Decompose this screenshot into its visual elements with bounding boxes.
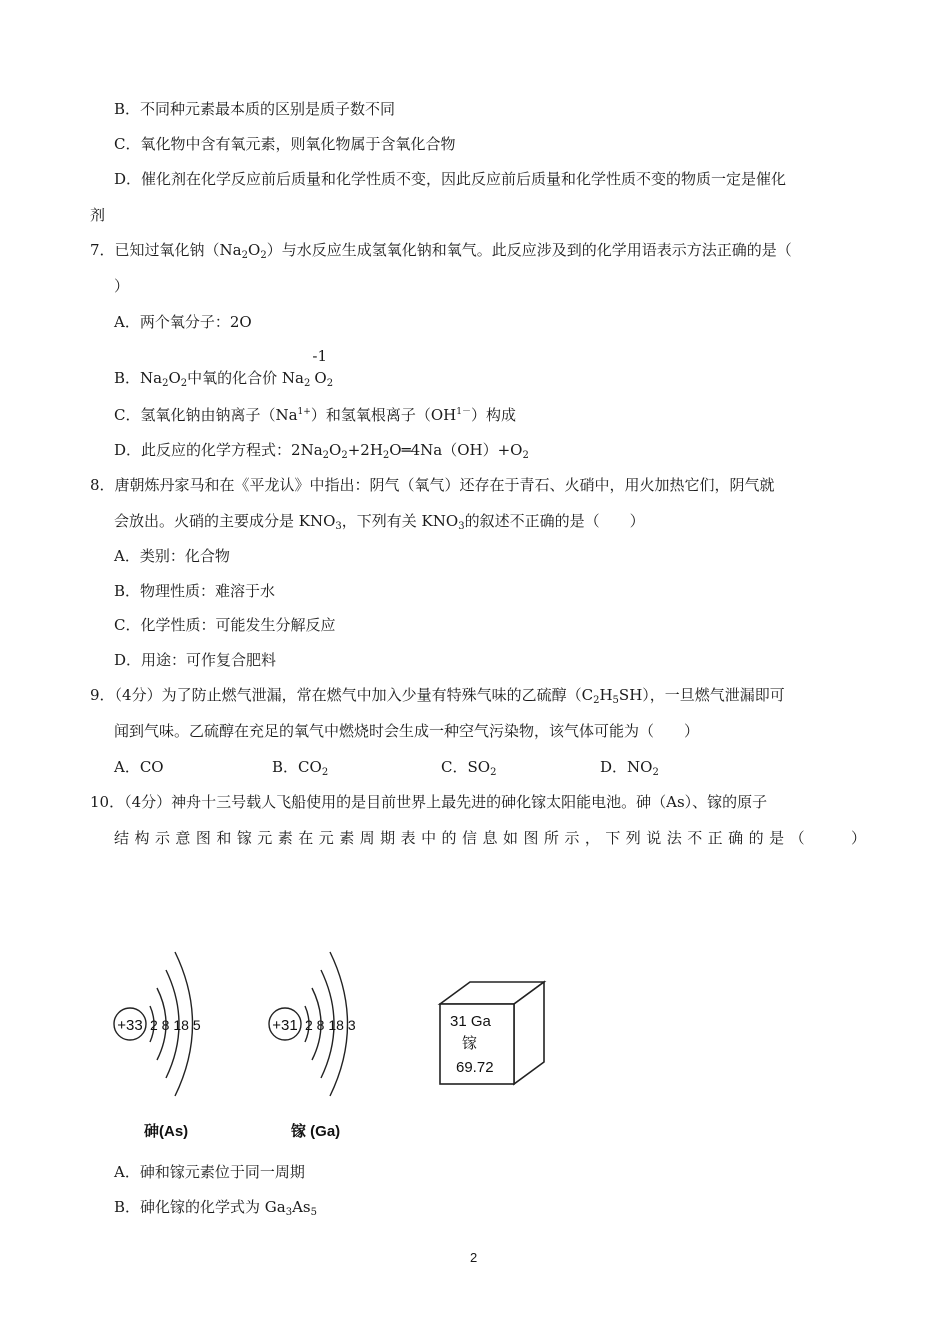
q10-stem-line1: 10．（4分）神舟十三号载人飞船使用的是目前世界上最先进的砷化镓太阳能电池。砷（As）、镓的原子 bbox=[90, 793, 768, 811]
q8-stem-line2: 会放出。火硝的主要成分是 $KNO_3$，下列有关 $KNO_3$的叙述不正确的是（ ） bbox=[114, 512, 645, 532]
valence-mark: -1 bbox=[312, 347, 327, 365]
arsenic-shells: 2 8 18 5 bbox=[150, 1017, 201, 1033]
gallium-nucleus-label: +31 bbox=[272, 1017, 298, 1034]
gallium-label: 镓 (Ga) bbox=[291, 1123, 341, 1140]
q9-option-b: B．$CO_2$ bbox=[272, 758, 329, 778]
page-number: 2 bbox=[470, 1250, 478, 1265]
q7-stem-line1: 7．已知过氧化钠$(Na_2O_2)$与水反应生成氢氧化钠和氧气。此反应涉及到的化学用语表示方法正确的是（ bbox=[90, 241, 792, 261]
q7-option-d: D．此反应的化学方程式：$2Na_2O_2+2H_2O═4Na(OH)+O_2$ bbox=[114, 441, 529, 461]
cell-element-name: 镓 bbox=[462, 1035, 478, 1052]
q9-option-d: D．$NO_2$ bbox=[600, 758, 659, 778]
q6-option-d-line2: 剂 bbox=[90, 206, 106, 224]
q7-option-a: A．两个氧分子：2O bbox=[114, 313, 252, 331]
q9-option-c: C．$SO_2$ bbox=[441, 758, 497, 778]
arsenic-nucleus-label: +33 bbox=[117, 1017, 143, 1034]
q9-stem-line2: 闻到气味。乙硫醇在充足的氧气中燃烧时会生成一种空气污染物，该气体可能为（ ） bbox=[114, 722, 700, 740]
q10-figure bbox=[100, 940, 560, 1150]
q10-option-b: B．砷化镓的化学式为 $Ga_3As_5$ bbox=[114, 1198, 317, 1218]
q8-stem-line1: 8．唐朝炼丹家马和在《平龙认》中指出：阴气（氧气）还存在于青石、火硝中，用火加热它们，阴气就 bbox=[90, 476, 775, 494]
q7-option-b: B．$Na_2O_2$中氧的化合价 $Na_2$ -1 $O_2$ bbox=[114, 347, 334, 389]
arsenic-label: 砷(As) bbox=[144, 1123, 189, 1140]
q7-option-c: C．氢氧化钠由钠离子$(Na^{1+})$和氢氧根离子$(OH^{1-})$构成 bbox=[114, 406, 516, 424]
q8-option-d: D．用途：可作复合肥料 bbox=[114, 651, 277, 669]
arsenic-atom-diagram bbox=[114, 952, 201, 1140]
cell-number-symbol: 31 Ga bbox=[450, 1013, 491, 1030]
cell-atomic-mass: 69.72 bbox=[456, 1059, 494, 1076]
q10-stem-line2: 结构示意图和镓元素在元素周期表中的信息如图所示，下列说法不正确的是（ ） bbox=[114, 829, 866, 847]
gallium-periodic-cell bbox=[440, 982, 544, 1084]
q6-option-c: C．氧化物中含有氧元素，则氧化物属于含氧化合物 bbox=[114, 135, 456, 153]
q9-option-a: A．CO bbox=[114, 758, 164, 776]
q7-stem-line2: ） bbox=[114, 277, 130, 295]
gallium-shells: 2 8 18 3 bbox=[305, 1017, 356, 1033]
q10-option-a: A．砷和镓元素位于同一周期 bbox=[114, 1163, 305, 1181]
gallium-atom-diagram bbox=[269, 952, 356, 1140]
q8-option-b: B．物理性质：难溶于水 bbox=[114, 582, 276, 600]
q8-option-a: A．类别：化合物 bbox=[114, 547, 230, 565]
q6-option-b: B．不同种元素最本质的区别是质子数不同 bbox=[114, 100, 396, 118]
q9-stem-line1: 9．（4分）为了防止燃气泄漏，常在燃气中加入少量有特殊气味的乙硫醇$(C_2H_5SH)$，一旦燃气泄漏即可 bbox=[90, 686, 785, 706]
q6-option-d-line1: D．催化剂在化学反应前后质量和化学性质不变，因此反应前后质量和化学性质不变的物质一定是催化 bbox=[114, 170, 787, 188]
q8-option-c: C．化学性质：可能发生分解反应 bbox=[114, 616, 336, 634]
